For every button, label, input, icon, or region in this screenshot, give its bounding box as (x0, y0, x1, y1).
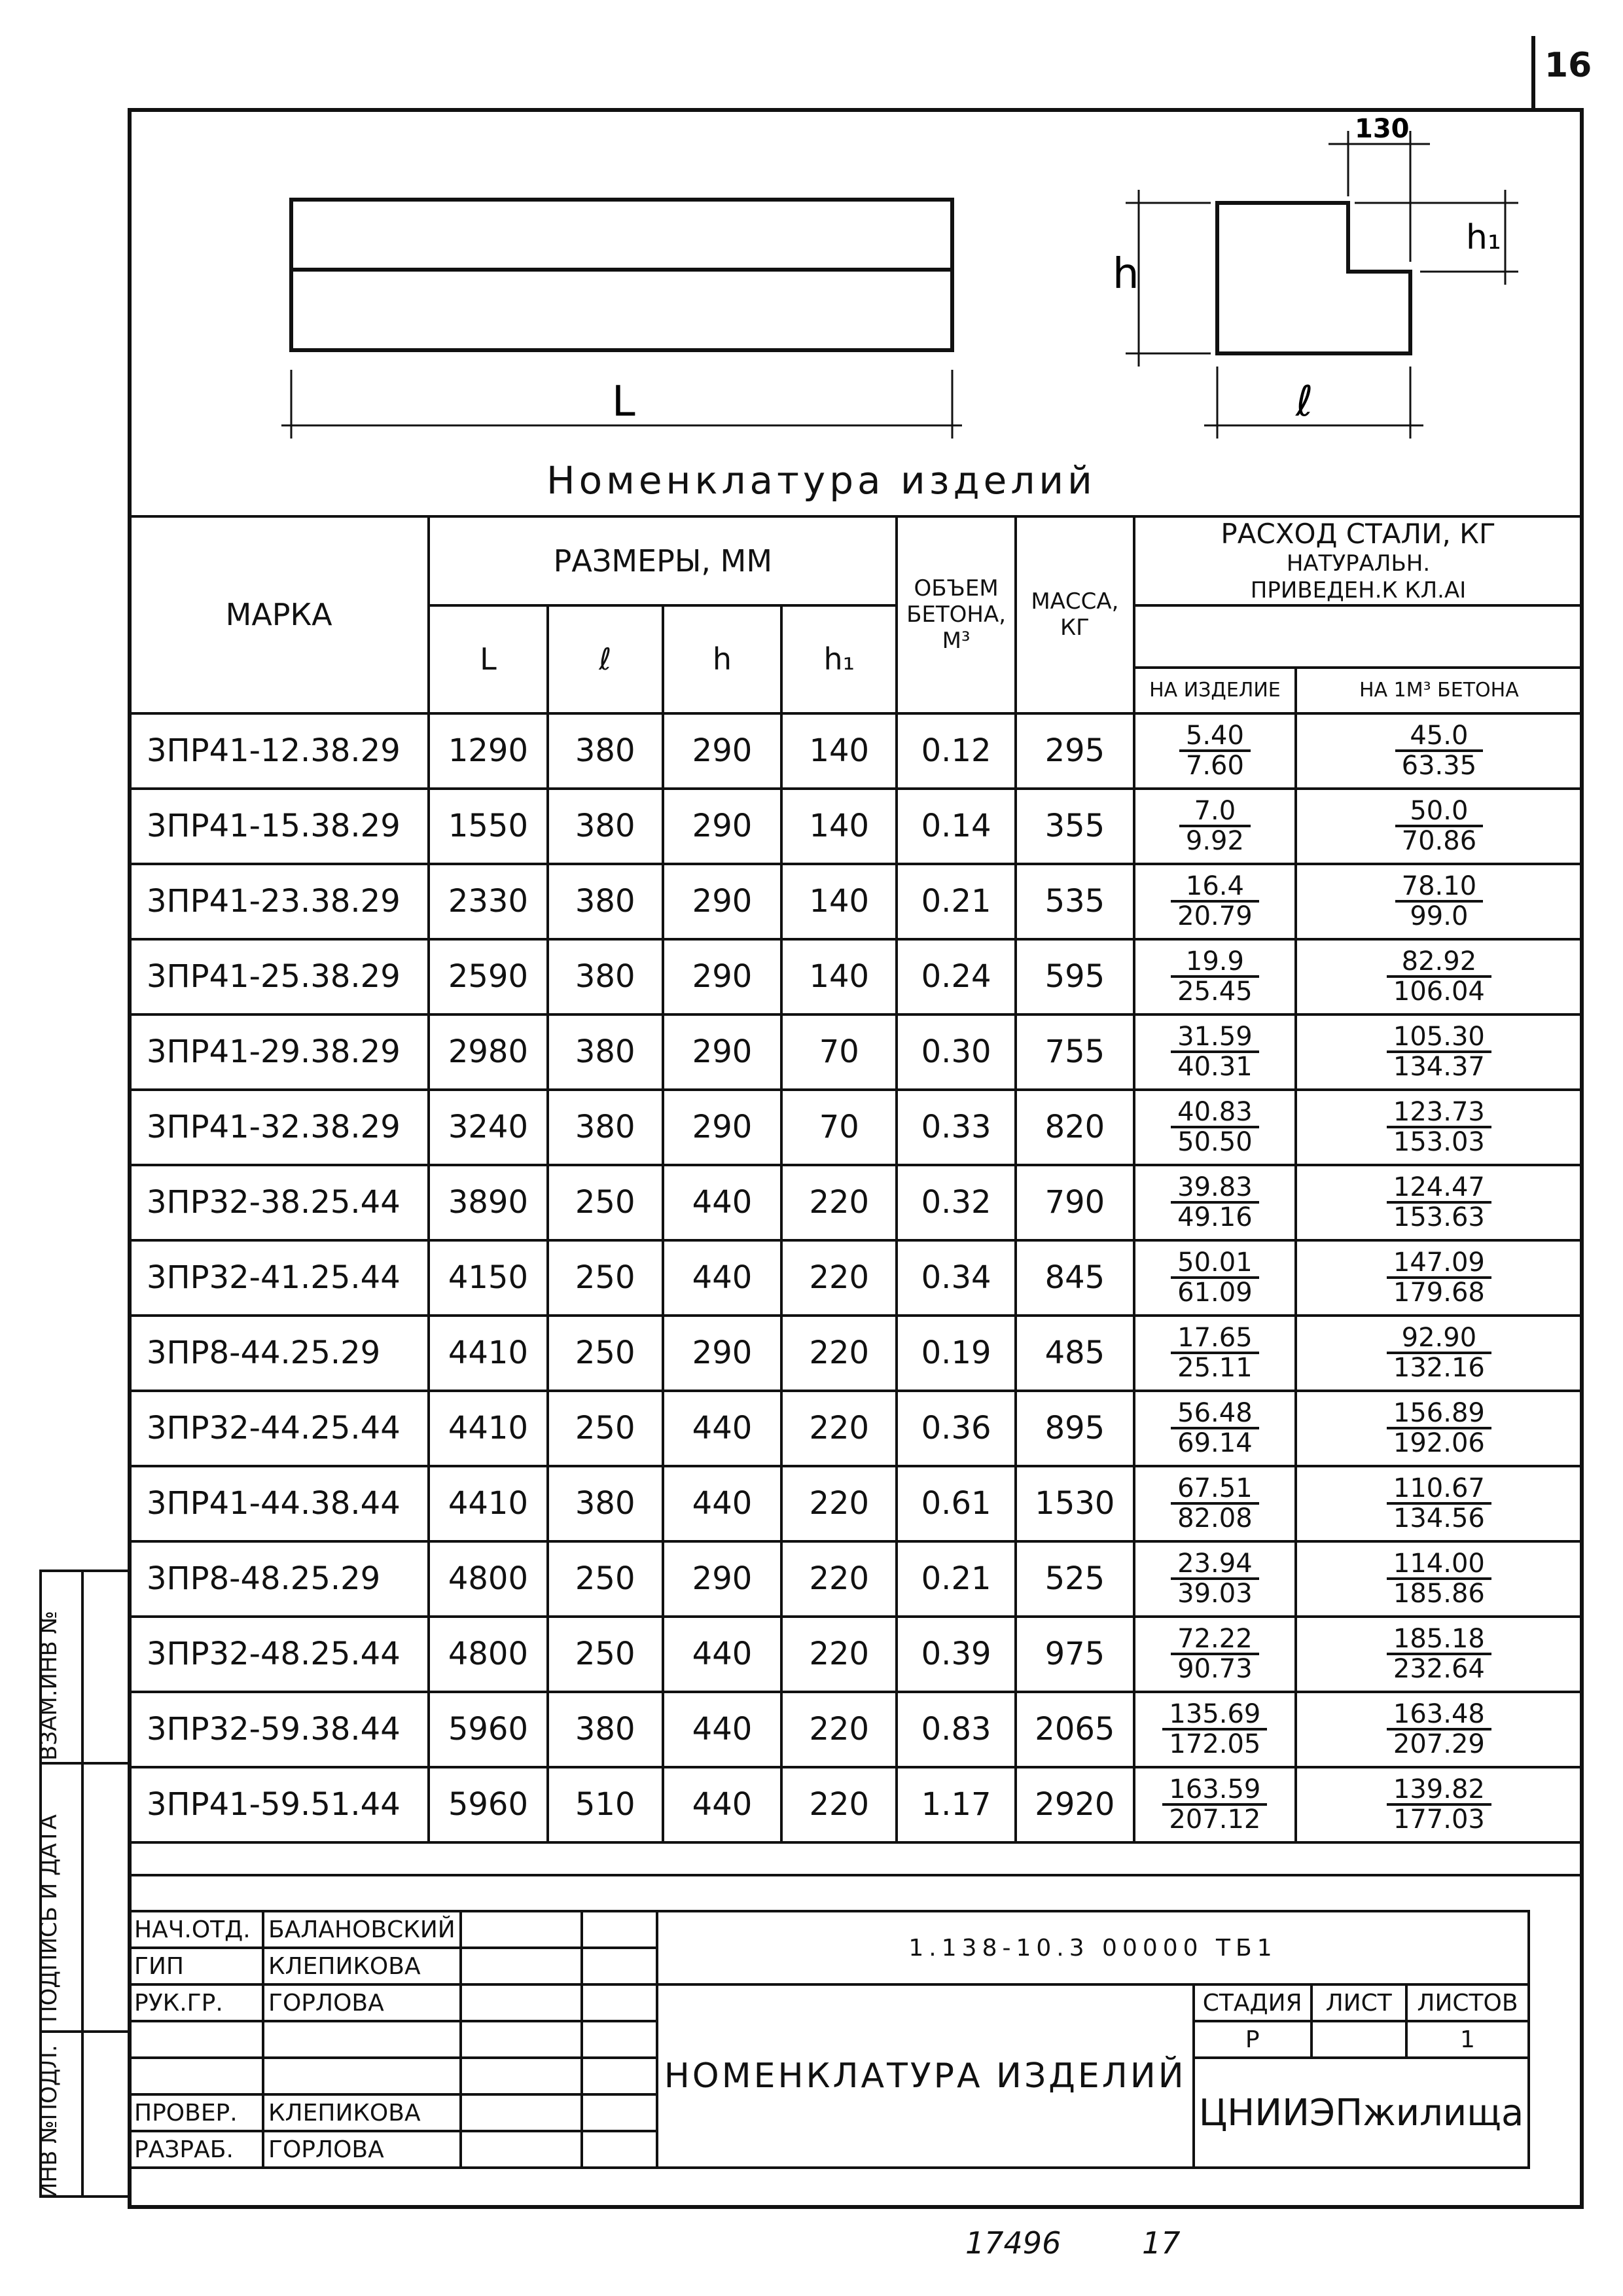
length-cell: 2590 (429, 939, 547, 1014)
steel-reduced-value: 63.35 (1401, 751, 1477, 781)
signature-2 (461, 1948, 582, 1984)
footer-number: 17 (1142, 2225, 1181, 2261)
mark-cell: 3ПР8-48.25.29 (129, 1541, 429, 1617)
height1-cell: 220 (781, 1617, 897, 1692)
length-cell: 3240 (429, 1090, 547, 1165)
width-cell: 380 (548, 1692, 663, 1767)
steel-natural-value: 50.01 (1171, 1249, 1259, 1279)
beam-elevation-outline (291, 200, 952, 350)
steel-natural-value: 7.0 (1179, 797, 1251, 827)
steel-reduced-value: 7.60 (1185, 751, 1244, 781)
role-1: НАЧ.ОТД. (129, 1911, 263, 1948)
role-7: РАЗРАБ. (129, 2131, 263, 2168)
height-cell: 290 (663, 939, 781, 1014)
steel-per-m3-cell (1296, 1240, 1582, 1316)
mass-cell: 535 (1016, 864, 1134, 939)
steel-reduced-value: 207.29 (1393, 1729, 1485, 1760)
steel-reduced-value: 39.03 (1177, 1579, 1253, 1609)
mass-cell: 2920 (1016, 1767, 1134, 1842)
width-cell: 250 (548, 1541, 663, 1617)
doc-code: 1.138-10.3 00000 ТБ1 (657, 1911, 1529, 1984)
steel-natural-value: 123.73 (1387, 1098, 1491, 1128)
steel-natural-value: 17.65 (1171, 1324, 1259, 1354)
steel-per-item-cell (1134, 1391, 1296, 1466)
height-cell: 440 (663, 1767, 781, 1842)
name-6: КЛЕПИКОВА (263, 2094, 461, 2131)
role-2: ГИП (129, 1948, 263, 1984)
volume-cell: 0.34 (897, 1240, 1015, 1316)
header-mark: МАРКА (129, 516, 429, 713)
mark-cell: 3ПР41-29.38.29 (129, 1014, 429, 1090)
steel-reduced-value: 9.92 (1185, 826, 1244, 857)
signature-7 (461, 2131, 582, 2168)
mass-cell: 755 (1016, 1014, 1134, 1090)
steel-per-m3-cell (1296, 1165, 1582, 1240)
mark-cell: 3ПР32-38.25.44 (129, 1165, 429, 1240)
mass-cell: 355 (1016, 789, 1134, 864)
volume-cell: 0.32 (897, 1165, 1015, 1240)
steel-natural-value: 92.90 (1387, 1324, 1491, 1354)
table-row (129, 713, 1582, 789)
header-h: h (663, 605, 781, 713)
height1-cell: 140 (781, 864, 897, 939)
dim130-label: 130 (1355, 114, 1410, 144)
table-row (129, 1391, 1582, 1466)
height1-cell: 220 (781, 1316, 897, 1391)
stamp-title: НОМЕНКЛАТУРА ИЗДЕЛИЙ (657, 1984, 1194, 2168)
signature-3 (461, 1984, 582, 2021)
height1-cell: 70 (781, 1090, 897, 1165)
steel-reduced-value: 50.50 (1177, 1127, 1253, 1158)
steel-per-m3-cell (1296, 1541, 1582, 1617)
height1-label: h₁ (1466, 218, 1501, 257)
steel-natural-value: 19.9 (1171, 948, 1259, 978)
steel-reduced-value: 192.06 (1393, 1428, 1485, 1459)
signature-1 (461, 1911, 582, 1948)
width-cell: 510 (548, 1767, 663, 1842)
length-cell: 2980 (429, 1014, 547, 1090)
width-cell: 250 (548, 1316, 663, 1391)
table-row (129, 1541, 1582, 1617)
mass-cell: 845 (1016, 1240, 1134, 1316)
page-title: Номенклатура изделий (546, 458, 1096, 503)
name-1: БАЛАНОВСКИЙ (263, 1911, 461, 1948)
steel-reduced-value: 134.56 (1393, 1503, 1485, 1534)
steel-per-m3-cell (1296, 1692, 1582, 1767)
volume-cell: 0.12 (897, 713, 1015, 789)
steel-reduced-value: 40.31 (1177, 1052, 1253, 1083)
steel-reduced-value: 185.86 (1393, 1579, 1485, 1609)
steel-reduced-value: 20.79 (1177, 901, 1253, 932)
volume-cell: 1.17 (897, 1767, 1015, 1842)
steel-natural-value: 147.09 (1387, 1249, 1491, 1279)
steel-per-m3-cell (1296, 789, 1582, 864)
steel-reduced-value: 172.05 (1169, 1729, 1261, 1760)
steel-reduced-value: 232.64 (1393, 1654, 1485, 1685)
steel-per-item-cell (1134, 1692, 1296, 1767)
side-stamp-box (39, 1570, 128, 2198)
steel-reduced-value: 49.16 (1177, 1202, 1253, 1233)
height1-cell: 70 (781, 1014, 897, 1090)
steel-reduced-value: 207.12 (1169, 1804, 1261, 1835)
table-row (129, 1767, 1582, 1842)
steel-natural-value: 163.48 (1387, 1700, 1491, 1731)
steel-reduced-value: 61.09 (1177, 1278, 1253, 1308)
header-L: L (429, 605, 547, 713)
steel-per-m3-cell (1296, 1316, 1582, 1391)
steel-per-m3-cell (1296, 1617, 1582, 1692)
steel-natural-value: 124.47 (1387, 1174, 1491, 1204)
width-cell: 250 (548, 1391, 663, 1466)
mass-cell: 2065 (1016, 1692, 1134, 1767)
height-cell: 290 (663, 713, 781, 789)
width-cell: 380 (548, 713, 663, 789)
height-cell: 440 (663, 1692, 781, 1767)
mark-cell: 3ПР41-23.38.29 (129, 864, 429, 939)
height-cell: 290 (663, 1090, 781, 1165)
steel-per-item-cell (1134, 789, 1296, 864)
steel-natural-value: 56.48 (1171, 1399, 1259, 1429)
table-spacer-row (129, 1842, 1582, 1875)
sheets-label: ЛИСТОВ (1406, 1984, 1529, 2021)
length-cell: 3890 (429, 1165, 547, 1240)
steel-per-item-cell (1134, 1240, 1296, 1316)
steel-natural-value: 78.10 (1395, 872, 1484, 903)
steel-natural-value: 110.67 (1387, 1475, 1491, 1505)
height-cell: 290 (663, 1316, 781, 1391)
steel-reduced-value: 70.86 (1401, 826, 1477, 857)
steel-natural-value: 31.59 (1171, 1023, 1259, 1053)
steel-reduced-value: 25.45 (1177, 977, 1253, 1007)
steel-per-item-cell (1134, 1541, 1296, 1617)
volume-cell: 0.61 (897, 1466, 1015, 1541)
mark-cell: 3ПР32-41.25.44 (129, 1240, 429, 1316)
volume-cell: 0.33 (897, 1090, 1015, 1165)
steel-reduced-value: 90.73 (1177, 1654, 1253, 1685)
mark-cell: 3ПР41-12.38.29 (129, 713, 429, 789)
header-h1: h₁ (781, 605, 897, 713)
steel-reduced-value: 69.14 (1177, 1428, 1253, 1459)
height1-cell: 140 (781, 713, 897, 789)
mark-cell: 3ПР32-59.38.44 (129, 1692, 429, 1767)
width-cell: 250 (548, 1617, 663, 1692)
steel-natural-value: 163.59 (1162, 1776, 1267, 1806)
width-cell: 380 (548, 1466, 663, 1541)
steel-per-item-cell (1134, 1090, 1296, 1165)
length-label: L (612, 378, 635, 426)
steel-per-item-cell (1134, 1014, 1296, 1090)
steel-per-item-cell (1134, 1316, 1296, 1391)
steel-per-m3-cell (1296, 1090, 1582, 1165)
side-label-signature: ПОДПИСЬ И ДАТА (36, 1814, 62, 2022)
height1-cell: 220 (781, 1767, 897, 1842)
steel-natural-value: 114.00 (1387, 1550, 1491, 1580)
header-sizes: РАЗМЕРЫ, ММ (429, 516, 897, 605)
steel-natural-value: 16.4 (1171, 872, 1259, 903)
table-row (129, 1165, 1582, 1240)
width-cell: 380 (548, 1014, 663, 1090)
steel-reduced-value: 99.0 (1410, 901, 1469, 932)
table-row (129, 1466, 1582, 1541)
steel-per-item-cell (1134, 1767, 1296, 1842)
height1-cell: 220 (781, 1541, 897, 1617)
signature-6 (461, 2094, 582, 2131)
steel-per-m3-cell (1296, 1466, 1582, 1541)
header-steel: РАСХОД СТАЛИ, КГ НАТУРАЛЬН. ПРИВЕДЕН.К КЛ.АI (1134, 516, 1582, 605)
volume-cell: 0.21 (897, 864, 1015, 939)
steel-per-item-cell (1134, 1165, 1296, 1240)
length-cell: 5960 (429, 1692, 547, 1767)
steel-reduced-value: 134.37 (1393, 1052, 1485, 1083)
height-cell: 290 (663, 864, 781, 939)
length-cell: 1550 (429, 789, 547, 864)
mass-cell: 1530 (1016, 1466, 1134, 1541)
length-cell: 4410 (429, 1316, 547, 1391)
height-cell: 440 (663, 1466, 781, 1541)
steel-natural-value: 185.18 (1387, 1625, 1491, 1655)
table-row (129, 1240, 1582, 1316)
mark-cell: 3ПР41-15.38.29 (129, 789, 429, 864)
title-block (128, 1910, 1530, 2169)
length-cell: 4410 (429, 1466, 547, 1541)
mark-cell: 3ПР41-25.38.29 (129, 939, 429, 1014)
mass-cell: 790 (1016, 1165, 1134, 1240)
name-2: КЛЕПИКОВА (263, 1948, 461, 1984)
height1-cell: 220 (781, 1466, 897, 1541)
steel-natural-value: 67.51 (1171, 1475, 1259, 1505)
width-cell: 380 (548, 1090, 663, 1165)
mark-cell: 3ПР41-44.38.44 (129, 1466, 429, 1541)
steel-per-item-cell (1134, 939, 1296, 1014)
beam-section-outline (1217, 203, 1410, 353)
table-row (129, 1014, 1582, 1090)
steel-per-m3-cell (1296, 1014, 1582, 1090)
mass-cell: 525 (1016, 1541, 1134, 1617)
name-7: ГОРЛОВА (263, 2131, 461, 2168)
volume-cell: 0.30 (897, 1014, 1015, 1090)
stage-value: Р (1194, 2021, 1311, 2058)
mass-cell: 820 (1016, 1090, 1134, 1165)
header-per-item: НА ИЗДЕЛИЕ (1134, 668, 1296, 713)
volume-cell: 0.21 (897, 1541, 1015, 1617)
height-cell: 290 (663, 1541, 781, 1617)
page-number: 16 (1544, 46, 1592, 85)
steel-natural-value: 135.69 (1162, 1700, 1267, 1731)
steel-per-m3-cell (1296, 1767, 1582, 1842)
header-mass: МАССА, КГ (1016, 516, 1134, 713)
height-cell: 440 (663, 1391, 781, 1466)
steel-per-m3-cell (1296, 1391, 1582, 1466)
steel-natural-value: 105.30 (1387, 1023, 1491, 1053)
width-cell: 380 (548, 864, 663, 939)
length-cell: 4150 (429, 1240, 547, 1316)
steel-per-item-cell (1134, 1617, 1296, 1692)
height-cell: 440 (663, 1240, 781, 1316)
steel-per-m3-cell (1296, 939, 1582, 1014)
width-cell: 380 (548, 789, 663, 864)
sheets-value: 1 (1406, 2021, 1529, 2058)
steel-natural-value: 39.83 (1171, 1174, 1259, 1204)
steel-natural-value: 156.89 (1387, 1399, 1491, 1429)
volume-cell: 0.24 (897, 939, 1015, 1014)
table-row (129, 1090, 1582, 1165)
header-per-m3: НА 1М³ БЕТОНА (1296, 668, 1582, 713)
height-cell: 440 (663, 1617, 781, 1692)
steel-natural-value: 50.0 (1395, 797, 1484, 827)
role-3: РУК.ГР. (129, 1984, 263, 2021)
mass-cell: 975 (1016, 1617, 1134, 1692)
steel-natural-value: 5.40 (1179, 722, 1251, 752)
nomenclature-table (128, 515, 1584, 1876)
length-cell: 1290 (429, 713, 547, 789)
organization: ЦНИИЭПжилища (1194, 2058, 1529, 2168)
volume-cell: 0.14 (897, 789, 1015, 864)
height-cell: 290 (663, 789, 781, 864)
footer-inventory: 17496 (965, 2225, 1061, 2261)
header-volume: ОБЪЕМ БЕТОНА, М³ (897, 516, 1015, 713)
length-cell: 4800 (429, 1541, 547, 1617)
table-row (129, 864, 1582, 939)
height1-cell: 220 (781, 1240, 897, 1316)
product-sketch (0, 0, 1623, 524)
steel-per-item-cell (1134, 1466, 1296, 1541)
steel-reduced-value: 25.11 (1177, 1353, 1253, 1384)
mass-cell: 485 (1016, 1316, 1134, 1391)
side-label-inv: ИНВ №ПОДЛ. (36, 2045, 62, 2199)
steel-natural-value: 45.0 (1395, 722, 1484, 752)
steel-per-m3-cell (1296, 864, 1582, 939)
height-cell: 440 (663, 1165, 781, 1240)
table-row (129, 1617, 1582, 1692)
length-cell: 5960 (429, 1767, 547, 1842)
sheet-label: ЛИСТ (1311, 1984, 1406, 2021)
width-cell: 250 (548, 1165, 663, 1240)
mass-cell: 595 (1016, 939, 1134, 1014)
steel-per-item-cell (1134, 864, 1296, 939)
length-cell: 2330 (429, 864, 547, 939)
steel-natural-value: 40.83 (1171, 1098, 1259, 1128)
steel-reduced-value: 177.03 (1393, 1804, 1485, 1835)
volume-cell: 0.19 (897, 1316, 1015, 1391)
steel-per-m3-cell (1296, 713, 1582, 789)
height1-cell: 220 (781, 1165, 897, 1240)
mark-cell: 3ПР8-44.25.29 (129, 1316, 429, 1391)
height1-cell: 220 (781, 1692, 897, 1767)
steel-natural-value: 139.82 (1387, 1776, 1491, 1806)
mark-cell: 3ПР41-32.38.29 (129, 1090, 429, 1165)
stage-label: СТАДИЯ (1194, 1984, 1311, 2021)
name-3: ГОРЛОВА (263, 1984, 461, 2021)
height1-cell: 140 (781, 789, 897, 864)
steel-reduced-value: 153.03 (1393, 1127, 1485, 1158)
mark-cell: 3ПР41-59.51.44 (129, 1767, 429, 1842)
sheet-value (1311, 2021, 1406, 2058)
table-row (129, 789, 1582, 864)
steel-per-item-cell (1134, 713, 1296, 789)
steel-natural-value: 23.94 (1171, 1550, 1259, 1580)
width-cell: 250 (548, 1240, 663, 1316)
width-label: ℓ (1296, 378, 1313, 426)
mark-cell: 3ПР32-48.25.44 (129, 1617, 429, 1692)
header-b: ℓ (548, 605, 663, 713)
mass-cell: 295 (1016, 713, 1134, 789)
steel-reduced-value: 179.68 (1393, 1278, 1485, 1308)
steel-reduced-value: 82.08 (1177, 1503, 1253, 1534)
height-label: h (1113, 250, 1139, 298)
table-row (129, 939, 1582, 1014)
steel-natural-value: 72.22 (1171, 1625, 1259, 1655)
length-cell: 4800 (429, 1617, 547, 1692)
side-label-replace: ВЗАМ.ИНВ № (36, 1610, 62, 1761)
mark-cell: 3ПР32-44.25.44 (129, 1391, 429, 1466)
volume-cell: 0.39 (897, 1617, 1015, 1692)
mass-cell: 895 (1016, 1391, 1134, 1466)
volume-cell: 0.83 (897, 1692, 1015, 1767)
volume-cell: 0.36 (897, 1391, 1015, 1466)
table-row (129, 1316, 1582, 1391)
steel-reduced-value: 153.63 (1393, 1202, 1485, 1233)
height-cell: 290 (663, 1014, 781, 1090)
width-cell: 380 (548, 939, 663, 1014)
height1-cell: 220 (781, 1391, 897, 1466)
table-row (129, 1692, 1582, 1767)
role-6: ПРОВЕР. (129, 2094, 263, 2131)
steel-reduced-value: 132.16 (1393, 1353, 1485, 1384)
steel-reduced-value: 106.04 (1393, 977, 1485, 1007)
height1-cell: 140 (781, 939, 897, 1014)
length-cell: 4410 (429, 1391, 547, 1466)
steel-natural-value: 82.92 (1387, 948, 1491, 978)
